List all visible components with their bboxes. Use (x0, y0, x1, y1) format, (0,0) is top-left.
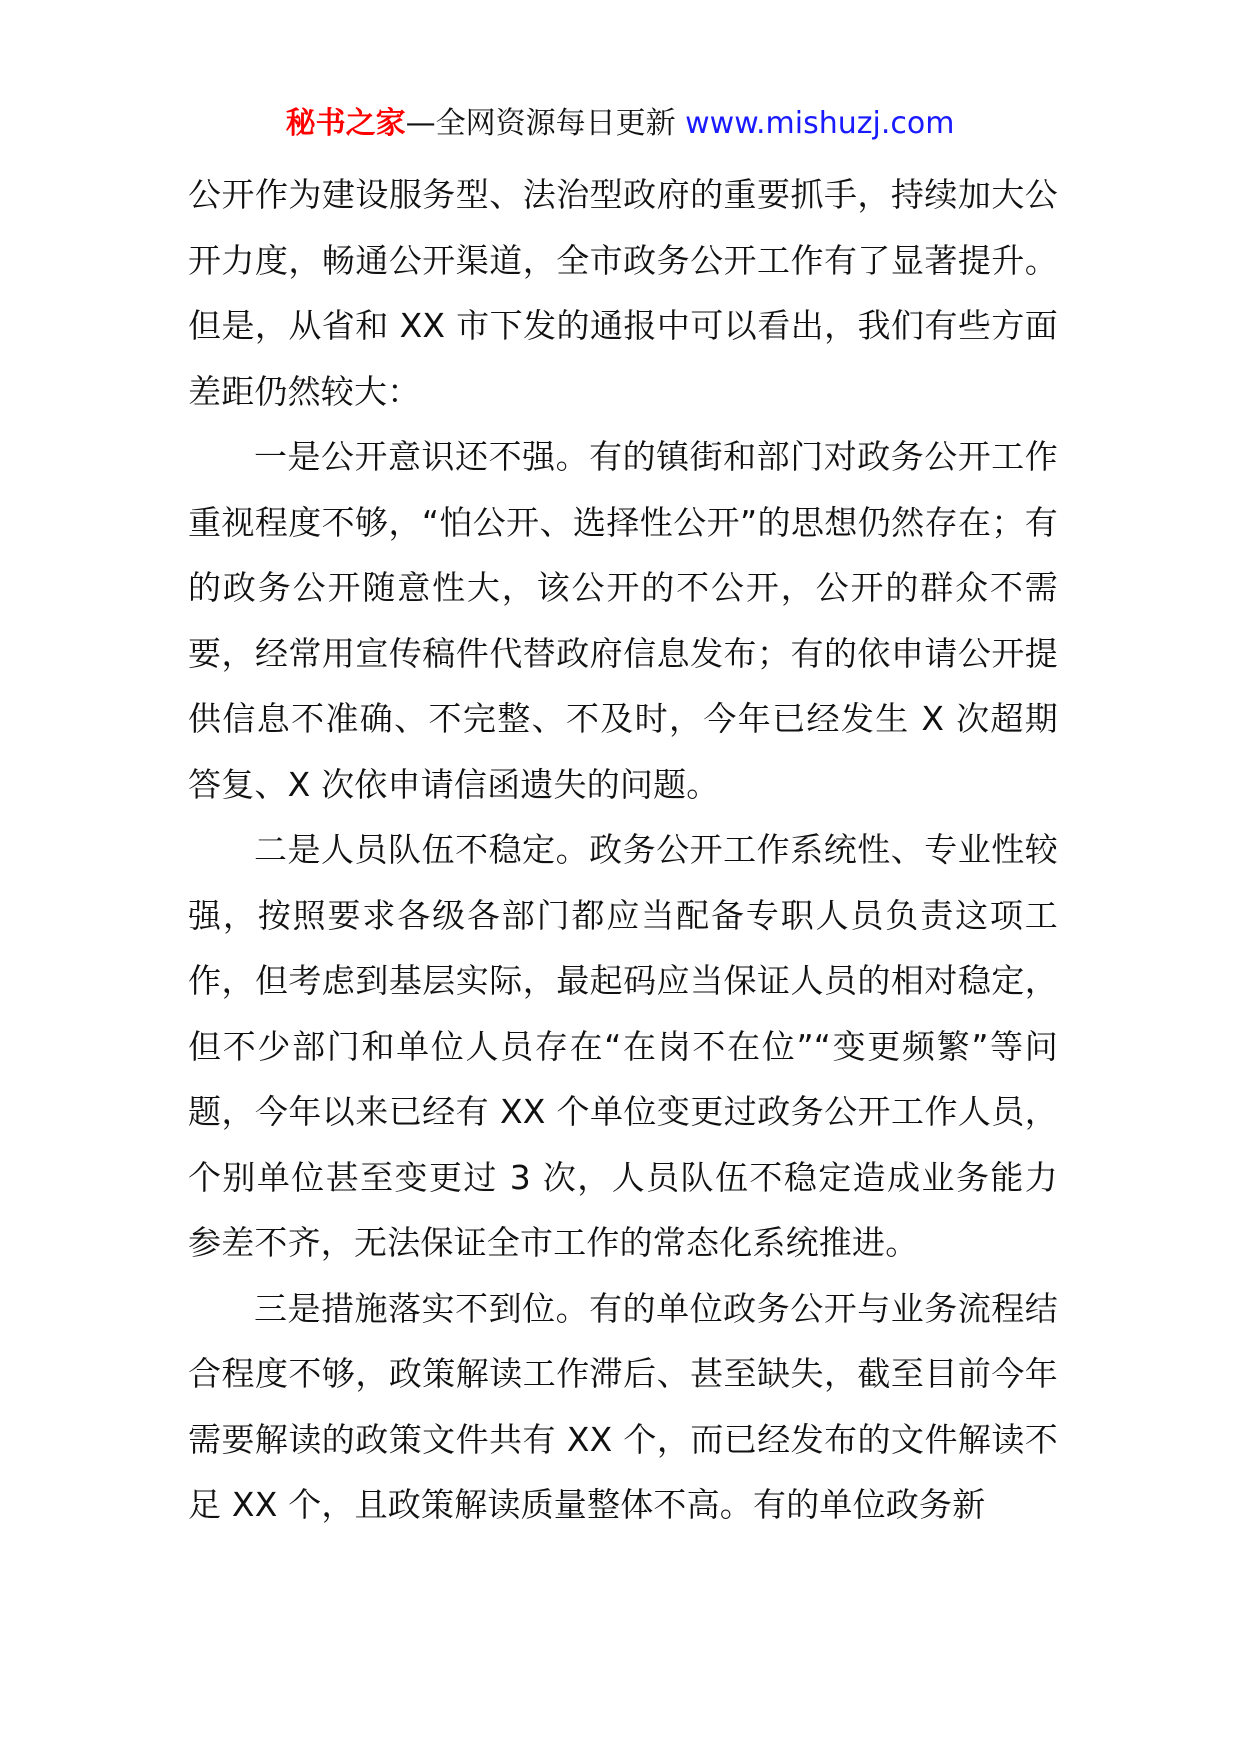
paragraph-point-1: 一是公开意识还不强。有的镇街和部门对政务公开工作重视程度不够，“怕公开、选择性公开”的思想仍然存在；有的政务公开随意性大，该公开的不公开，公开的群众不需要，经常用宣传稿件代替政府信息发布；有的依申请公开提供信息不准确、不完整、不及时，今年已经发生 X 次超期答复、X 次依申请信函遗失的问题。 (188, 437, 1058, 804)
paragraph-intro: 公开作为建设服务型、法治型政府的重要抓手，持续加大公开力度，畅通公开渠道，全市政务公开工作有了显著提升。但是，从省和 XX 市下发的通报中可以看出，我们有些方面差距仍然较大： (188, 175, 1058, 411)
document-body (188, 162, 1058, 1538)
paragraph-point-2: 二是人员队伍不稳定。政务公开工作系统性、专业性较强，按照要求各级各部门都应当配备专职人员负责这项工作，但考虑到基层实际，最起码应当保证人员的相对稳定，但不少部门和单位人员存在“在岗不在位”“变更频繁”等问题，今年以来已经有 XX 个单位变更过政务公开工作人员，个别单位甚至变更过 3 次，人员队伍不稳定造成业务能力参差不齐，无法保证全市工作的常态化系统推进。 (188, 830, 1058, 1262)
paragraph-point-3: 三是措施落实不到位。有的单位政务公开与业务流程结合程度不够，政策解读工作滞后、甚至缺失，截至目前今年需要解读的政策文件共有 XX 个，而已经发布的文件解读不足 XX 个，且政策解读质量整体不高。有的单位政务新 (188, 1288, 1058, 1524)
website-link[interactable]: www.mishuzj.com (685, 106, 955, 141)
brand-name: 秘书之家 (285, 106, 406, 141)
header-slogan: —全网资源每日更新 (405, 106, 676, 141)
page-header (0, 100, 1240, 148)
